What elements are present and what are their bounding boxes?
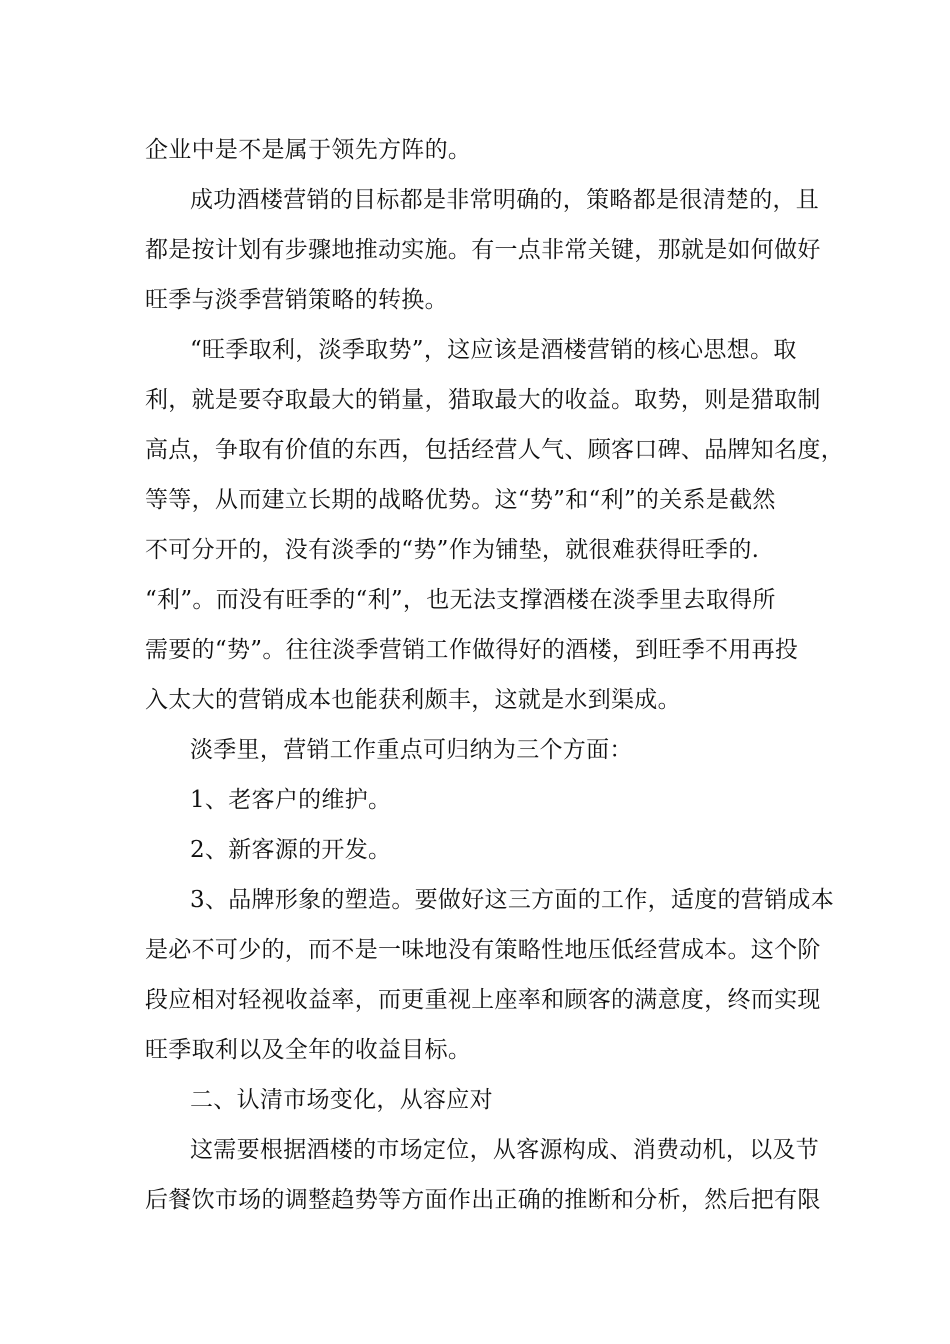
text-line: 旺季取利以及全年的收益目标。 [145,1037,472,1063]
text-line: 利，就是要夺取最大的销量，猎取最大的收益。取势，则是猎取制 [145,387,821,413]
text-line: 入太大的营销成本也能获利颇丰，这就是水到渠成。 [145,687,681,713]
text-line: 都是按计划有步骤地推动实施。有一点非常关键，那就是如何做好 [145,237,821,263]
text-line: 2、新客源的开发。 [190,837,392,863]
text-line: “旺季取利，淡季取势”，这应该是酒楼营销的核心思想。取 [190,337,797,363]
text-line: 段应相对轻视收益率，而更重视上座率和顾客的满意度，终而实现 [145,987,821,1013]
text-line: 淡季里，营销工作重点可归纳为三个方面： [190,737,633,763]
text-line: 等等，从而建立长期的战略优势。这“势”和“利”的关系是截然 [145,487,776,513]
text-line: 这需要根据酒楼的市场定位，从客源构成、消费动机，以及节 [190,1137,820,1163]
text-line: 是必不可少的，而不是一味地没有策略性地压低经营成本。这个阶 [145,937,821,963]
text-line: 旺季与淡季营销策略的转换。 [145,287,448,313]
text-line: 需要的“势”。往往淡季营销工作做得好的酒楼，到旺季不用再投 [145,637,799,663]
text-line: 企业中是不是属于领先方阵的。 [145,137,472,163]
text-line: 1、老客户的维护。 [190,787,392,813]
text-line: 3、品牌形象的塑造。要做好这三方面的工作，适度的营销成本 [190,887,835,913]
text-line: “利”。而没有旺季的“利”，也无法支撑酒楼在淡季里去取得所 [145,587,776,613]
text-line: 高点，争取有价值的东西，包括经营人气、顾客口碑、品牌知名度， [145,437,844,463]
section-heading: 二、认清市场变化，从容应对 [190,1087,493,1113]
text-line: 后餐饮市场的调整趋势等方面作出正确的推断和分析，然后把有限 [145,1187,821,1213]
text-line: 成功酒楼营销的目标都是非常明确的，策略都是很清楚的，且 [190,187,820,213]
text-line: 不可分开的，没有淡季的“势”作为铺垫，就很难获得旺季的. [145,537,760,563]
